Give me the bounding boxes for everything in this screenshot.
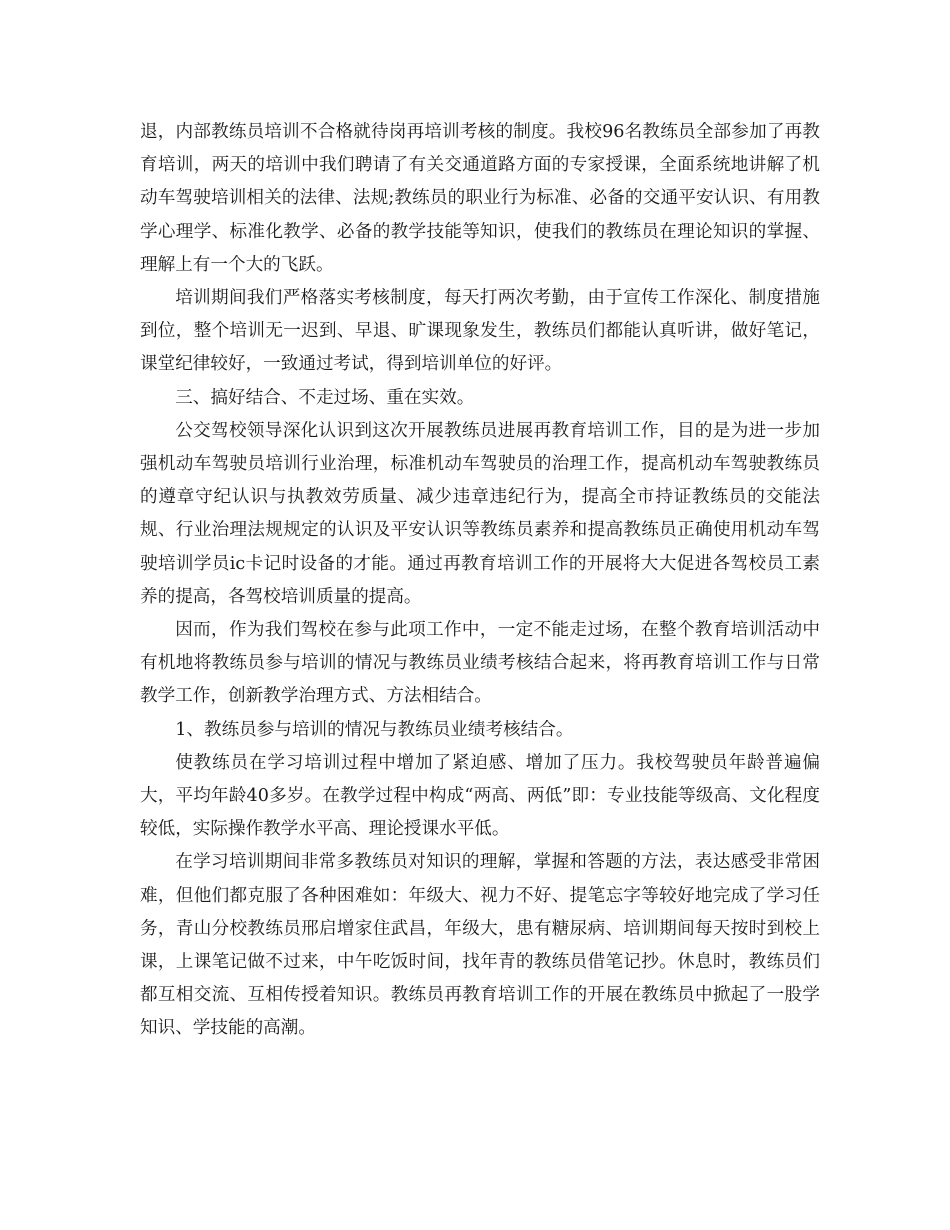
paragraph-5: 因而，作为我们驾校在参与此项工作中，一定不能走过场，在整个教育培训活动中有机地将教练员参与培训的情况与教练员业绩考核结合起来，将再教育培训工作与日常教学工作，创新教学治理方式、方法相结合。 [140, 620, 820, 707]
subsection-heading: 1、教练员参与培训的情况与教练员业绩考核结合。 [175, 719, 574, 740]
paragraph-4: 公交驾校领导深化认识到这次开展教练员进展再教育培训工作，目的是为进一步加强机动车驾驶员培训行业治理，标准机动车驾驶员的治理工作，提高机动车驾驶教练员的遵章守纪认识与执教效劳质量、减少违章违纪行为，提高全市持证教练员的交能法规、行业治理法规规定的认识及平安认识等教练员素养和提高教练员正确使用机动车驾驶培训学员ic卡记时设备的才能。通过再教育培训工作的开展将大大促进各驾校员工素养的提高，各驾校培训质量的提高。 [140, 420, 821, 607]
paragraph-7: 使教练员在学习培训过程中增加了紧迫感、增加了压力。我校驾驶员年龄普遍偏大，平均年龄40多岁。在教学过程中构成“两高、两低”即：专业技能等级高、文化程度较低，实际操作教学水平高、理论授课水平低。 [140, 752, 820, 840]
paragraph-8: 在学习培训期间非常多教练员对知识的理解，掌握和答题的方法，表达感受非常困难，但他们都克服了各种困难如：年级大、视力不好、提笔忘字等较好地完成了学习任务，青山分校教练员邢启增家住武昌，年级大，患有糖尿病、培训期间每天按时到校上课，上课笔记做不过来，中午吃饭时间，找年青的教练员借笔记抄。休息时，教练员们都互相交流、互相传授着知识。教练员再教育培训工作的开展在教练员中掀起了一股学知识、学技能的高潮。 [140, 852, 820, 1039]
body-text [140, 116, 820, 1046]
paragraph-1: 退，内部教练员培训不合格就待岗再培训考核的制度。我校96名教练员全部参加了再教育培训，两天的培训中我们聘请了有关交通道路方面的专家授课，全面系统地讲解了机动车驾驶培训相关的法律、法规;教练员的职业行为标准、必备的交通平安认识、有用教学心理学、标准化教学、必备的教学技能等知识，使我们的教练员在理论知识的掌握、理解上有一个大的飞跃。 [140, 122, 820, 275]
paragraph-2: 培训期间我们严格落实考核制度，每天打两次考勤，由于宣传工作深化、制度措施到位，整个培训无一迟到、早退、旷课现象发生，教练员们都能认真听讲，做好笔记，课堂纪律较好，一致通过考试，得到培训单位的好评。 [140, 288, 820, 375]
section-heading: 三、搞好结合、不走过场、重在实效。 [175, 387, 475, 408]
